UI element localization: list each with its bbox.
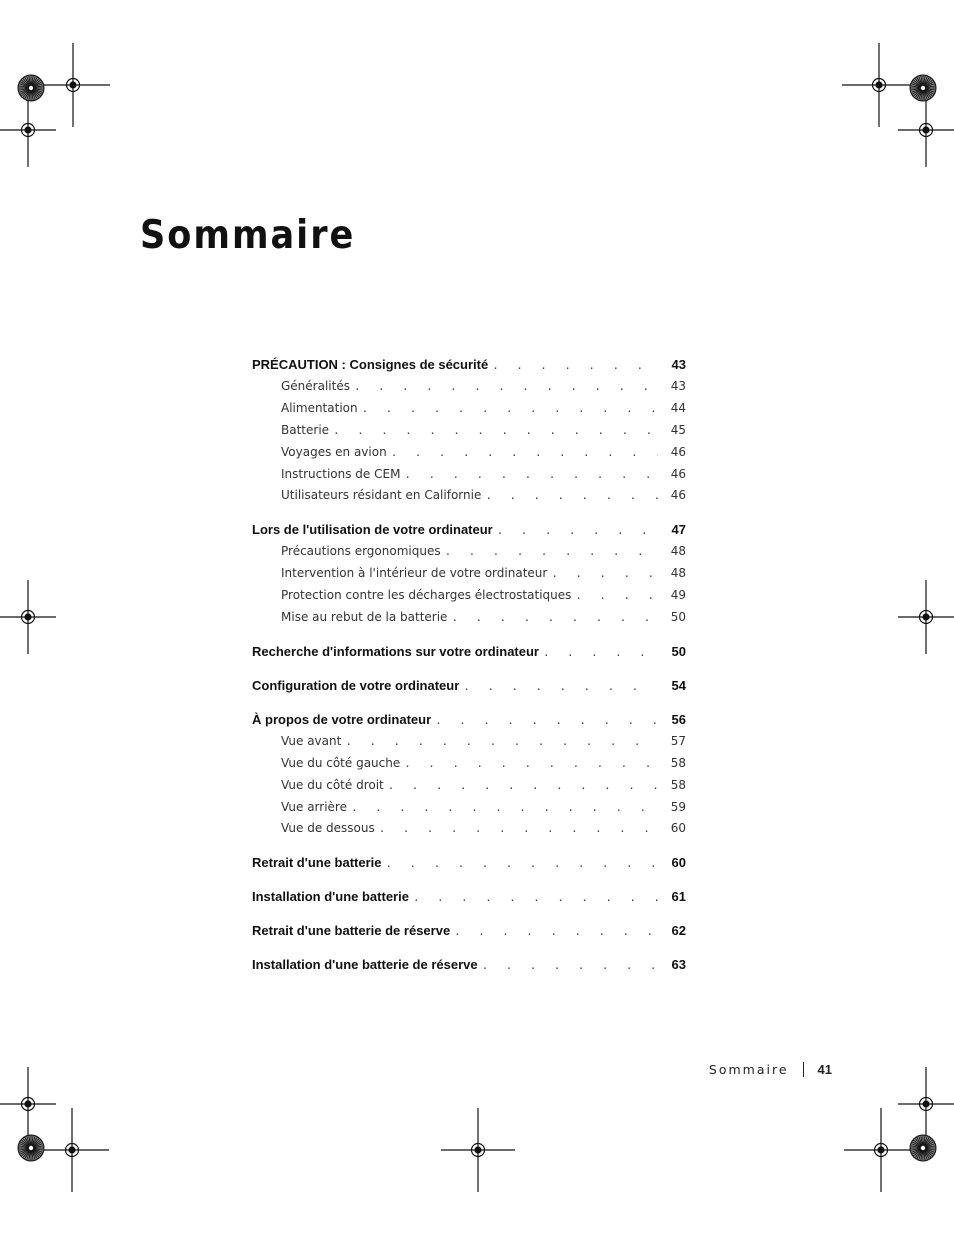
- toc-subsection-entry[interactable]: [252, 398, 686, 420]
- toc-subsection-entry[interactable]: [252, 464, 686, 486]
- toc-entry-label: Vue arrière: [281, 799, 347, 814]
- toc-page-number: 58: [670, 777, 686, 792]
- toc-dot-leader: [386, 852, 658, 874]
- toc-page-number: 56: [671, 711, 686, 727]
- toc-dot-leader: [351, 797, 658, 819]
- toc-entry-label: Alimentation: [281, 400, 358, 415]
- toc-dot-leader: [413, 886, 658, 908]
- toc-dot-leader: [391, 442, 658, 464]
- toc-page-number: 48: [670, 544, 686, 559]
- toc-section-entry[interactable]: [252, 953, 686, 976]
- toc-entry-label: Généralités: [281, 379, 350, 393]
- toc-subsection-entry[interactable]: [252, 818, 686, 840]
- toc-entry-label: Protection contre les décharges électrostatiques: [281, 588, 572, 603]
- toc-entry-label: Vue du côté gauche: [281, 755, 401, 770]
- toc-entry-label: Instructions de CEM: [281, 466, 401, 481]
- toc-entry-label: Vue avant: [281, 733, 342, 748]
- toc-entry-label: Installation d'une batterie: [252, 889, 409, 905]
- toc-dot-leader: [388, 775, 658, 797]
- toc-page-number: 47: [671, 522, 686, 538]
- toc-page-number: 54: [671, 677, 686, 693]
- toc-entry-label: PRÉCAUTION : Consignes de sécurité: [252, 357, 489, 372]
- toc-dot-leader: [333, 420, 658, 442]
- toc-entry-label: Lors de l'utilisation de votre ordinateur: [252, 522, 493, 538]
- toc-subsection-entry[interactable]: [252, 585, 686, 607]
- toc-dot-leader: [543, 641, 658, 663]
- toc-subsection-entry[interactable]: [252, 442, 686, 464]
- toc-dot-leader: [404, 753, 658, 775]
- toc-dot-leader: [362, 398, 658, 420]
- toc-dot-leader: [454, 920, 658, 942]
- toc-page-number: 46: [670, 488, 686, 503]
- toc-page-number: 59: [670, 799, 686, 814]
- toc-page-number: 60: [671, 855, 686, 871]
- toc-entry-label: Configuration de votre ordinateur: [252, 677, 460, 693]
- toc-page-number: 49: [670, 588, 686, 603]
- starburst-registration-mark: [909, 74, 937, 102]
- toc-section-entry[interactable]: [252, 640, 686, 663]
- toc-dot-leader: [575, 585, 658, 607]
- toc-page-number: 46: [670, 466, 686, 481]
- toc-page-number: 58: [670, 755, 686, 770]
- toc-subsection-entry[interactable]: [252, 753, 686, 775]
- toc-section-entry[interactable]: [252, 674, 686, 697]
- toc-subsection-entry[interactable]: [252, 563, 686, 585]
- toc-page-number: 61: [671, 889, 686, 905]
- toc-subsection-entry[interactable]: [252, 775, 686, 797]
- starburst-registration-mark: [909, 1134, 937, 1162]
- toc-dot-leader: [435, 709, 658, 731]
- toc-page-number: 63: [671, 957, 686, 973]
- toc-entry-label: Précautions ergonomiques: [281, 544, 441, 559]
- toc-dot-leader: [497, 519, 658, 541]
- toc-page-number: 43: [670, 379, 686, 393]
- toc-section-entry[interactable]: [252, 518, 686, 541]
- toc-entry-label: Vue du côté droit: [281, 777, 384, 792]
- toc-subsection-entry[interactable]: [252, 420, 686, 442]
- toc-page-number: 57: [670, 733, 686, 748]
- toc-entry-label: Retrait d'une batterie: [252, 855, 382, 871]
- toc-dot-leader: [482, 954, 658, 976]
- toc-page-number: 45: [670, 422, 686, 437]
- toc-section-entry[interactable]: [252, 919, 686, 942]
- toc-dot-leader: [404, 464, 658, 486]
- toc-dot-leader: [551, 563, 658, 585]
- toc-entry-label: Batterie: [281, 422, 330, 437]
- toc-page-number: 44: [670, 400, 686, 415]
- toc-entry-label: Recherche d'informations sur votre ordinateur: [252, 643, 539, 659]
- toc-subsection-entry[interactable]: [252, 376, 686, 398]
- toc-entry-label: Vue de dessous: [281, 821, 375, 836]
- footer-divider: [803, 1062, 804, 1077]
- toc-section-entry[interactable]: [252, 885, 686, 908]
- toc-subsection-entry[interactable]: [252, 541, 686, 563]
- toc-entry-label: Retrait d'une batterie de réserve: [252, 923, 451, 939]
- toc-dot-leader: [485, 485, 658, 507]
- toc-dot-leader: [445, 541, 658, 563]
- toc-subsection-entry[interactable]: [252, 485, 686, 507]
- page-title: Sommaire: [140, 213, 356, 258]
- toc-page-number: 60: [670, 821, 686, 836]
- toc-page-number: 48: [670, 566, 686, 581]
- toc-page-number: 50: [670, 610, 686, 625]
- toc-page-number: 50: [671, 643, 686, 659]
- toc-page-number: 43: [671, 357, 686, 372]
- toc-dot-leader: [345, 731, 658, 753]
- toc-entry-label: À propos de votre ordinateur: [252, 711, 432, 727]
- toc-dot-leader: [463, 675, 658, 697]
- toc-section-entry[interactable]: [252, 708, 686, 731]
- toc-entry-label: Voyages en avion: [281, 444, 387, 459]
- toc-subsection-entry[interactable]: [252, 797, 686, 819]
- toc-subsection-entry[interactable]: [252, 607, 686, 629]
- toc-page-number: 62: [671, 923, 686, 939]
- toc-dot-leader: [451, 607, 658, 629]
- toc-entry-label: Utilisateurs résidant en Californie: [281, 488, 482, 503]
- toc-entry-label: Intervention à l'intérieur de votre ordinateur: [281, 566, 548, 581]
- toc-entry-label: Mise au rebut de la batterie: [281, 610, 448, 625]
- starburst-registration-mark: [17, 1134, 45, 1162]
- footer-section-label: Sommaire: [708, 1062, 789, 1077]
- toc-dot-leader: [492, 354, 658, 376]
- toc-page-number: 46: [670, 444, 686, 459]
- starburst-registration-mark: [17, 74, 45, 102]
- toc-section-entry[interactable]: [252, 851, 686, 874]
- page-footer: [709, 1062, 832, 1077]
- toc-entry-label: Installation d'une batterie de réserve: [252, 957, 478, 973]
- footer-page-number: 41: [817, 1062, 832, 1077]
- toc-subsection-entry[interactable]: [252, 731, 686, 753]
- toc-dot-leader: [379, 818, 658, 840]
- table-of-contents: [252, 353, 686, 976]
- toc-section-entry[interactable]: [252, 353, 686, 376]
- toc-dot-leader: [354, 376, 658, 398]
